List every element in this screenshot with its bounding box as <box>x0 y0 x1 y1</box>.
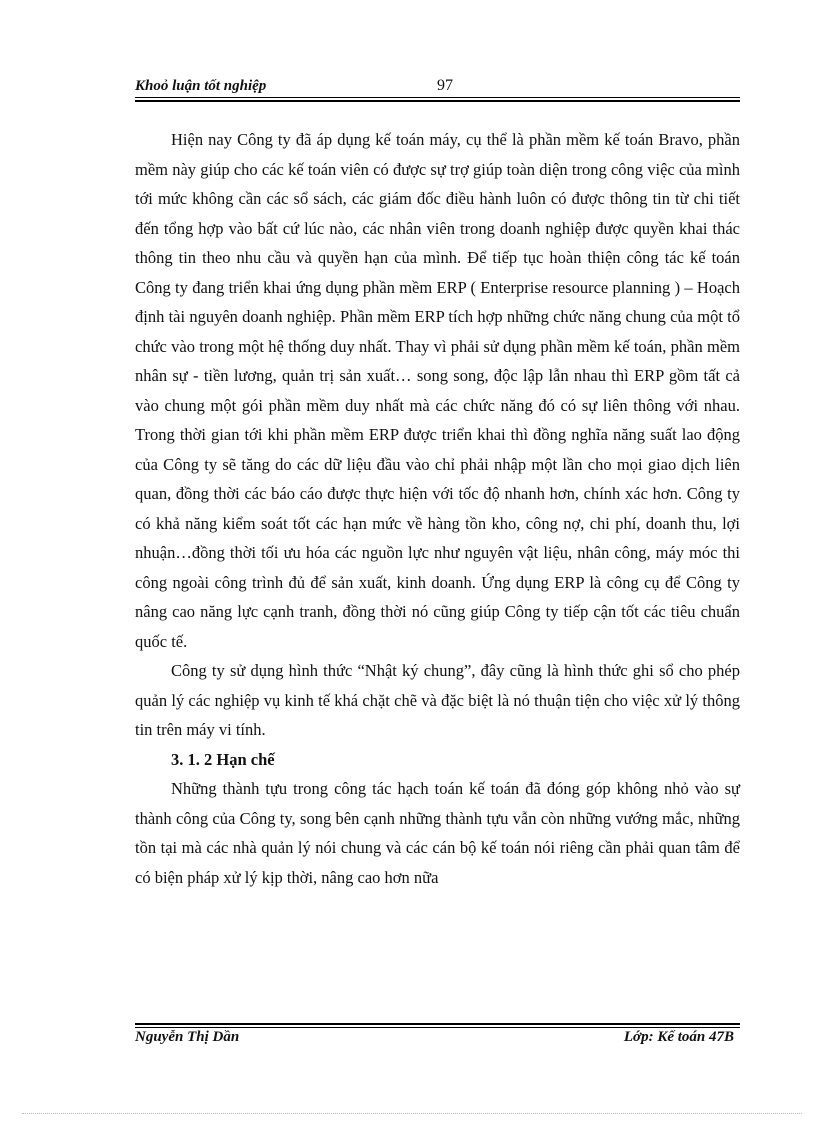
page-bottom-dotted-line <box>22 1113 802 1114</box>
header-rule-thick <box>135 100 740 102</box>
paragraph-2: Công ty sử dụng hình thức “Nhật ký chung”, đây cũng là hình thức ghi sổ cho phép quản lý các nghiệp vụ kinh tế khá chặt chẽ và đặc biệt là nó thuận tiện cho việc xử lý thông tin trên máy vi tính. <box>135 661 740 739</box>
footer-author: Nguyễn Thị Dần <box>135 1029 240 1045</box>
footer-class: Lớp: Kế toán 47B <box>623 1029 734 1045</box>
page-footer <box>135 1029 740 1051</box>
page-number: 97 <box>437 77 453 94</box>
footer-rule-thick <box>135 1023 740 1025</box>
paragraph-1: Hiện nay Công ty đã áp dụng kế toán máy, cụ thể là phần mềm kế toán Bravo, phần mềm này giúp cho các kế toán viên có được sự trợ giúp toàn diện trong công việc của mình tới mức không cần các sổ sách, các giám đốc điều hành luôn có được thông tin từ chi tiết đến tổng hợp vào bất cứ lúc nào, các nhân viên trong doanh nghiệp được quyền khai thác thông tin theo nhu cầu và quyền hạn của mình. Để tiếp tục hoàn thiện công tác kế toán Công ty đang triển khai ứng dụng phần mềm ERP ( Enterprise resource planning ) – Hoạch định tài nguyên doanh nghiệp. Phần mềm ERP tích hợp những chức năng chung của một tổ chức vào trong một hệ thống duy nhất. Thay vì phải sử dụng phần mềm kế toán, phần mềm nhân sự - tiền lương, quản trị sản xuất… song song, độc lập lẫn nhau thì ERP gồm tất cả vào chung một gói phần mềm duy nhất mà các chức năng đó có sự liên thông với nhau. Trong thời gian tới khi phần mềm ERP được triển khai thì đồng nghĩa năng suất lao động của Công ty sẽ tăng do các dữ liệu đầu vào chỉ phải nhập một lần cho mọi giao dịch liên quan, đồng thời các báo cáo được thực hiện với tốc độ nhanh hơn, chính xác hơn. Công ty có khả năng kiểm soát tốt các hạn mức về hàng tồn kho, công nợ, chi phí, doanh thu, lợi nhuận…đồng thời tối ưu hóa các nguồn lực như nguyên vật liệu, nhân công, máy móc thi công ngoài công trình đủ để sản xuất, kinh doanh. Ứng dụng ERP là công cụ để Công ty nâng cao năng lực cạnh tranh, đồng thời nó cũng giúp Công ty tiếp cận tốt các tiêu chuẩn quốc tế. <box>135 130 740 651</box>
header-rule-thin <box>135 97 740 98</box>
footer-rule-thin <box>135 1027 740 1028</box>
body-text <box>135 125 740 892</box>
paragraph-3: Những thành tựu trong công tác hạch toán kế toán đã đóng góp không nhỏ vào sự thành công của Công ty, song bên cạnh những thành tựu vẫn còn những vướng mắc, những tồn tại mà các nhà quản lý nói chung và các cán bộ kế toán nói riêng cần phải quan tâm để có biện pháp xử lý kịp thời, nâng cao hơn nữa <box>135 779 740 887</box>
section-heading: 3. 1. 2 Hạn chế <box>171 749 275 769</box>
page-header <box>135 76 740 98</box>
header-title: Khoỏ luận tốt nghiệp <box>135 78 267 94</box>
